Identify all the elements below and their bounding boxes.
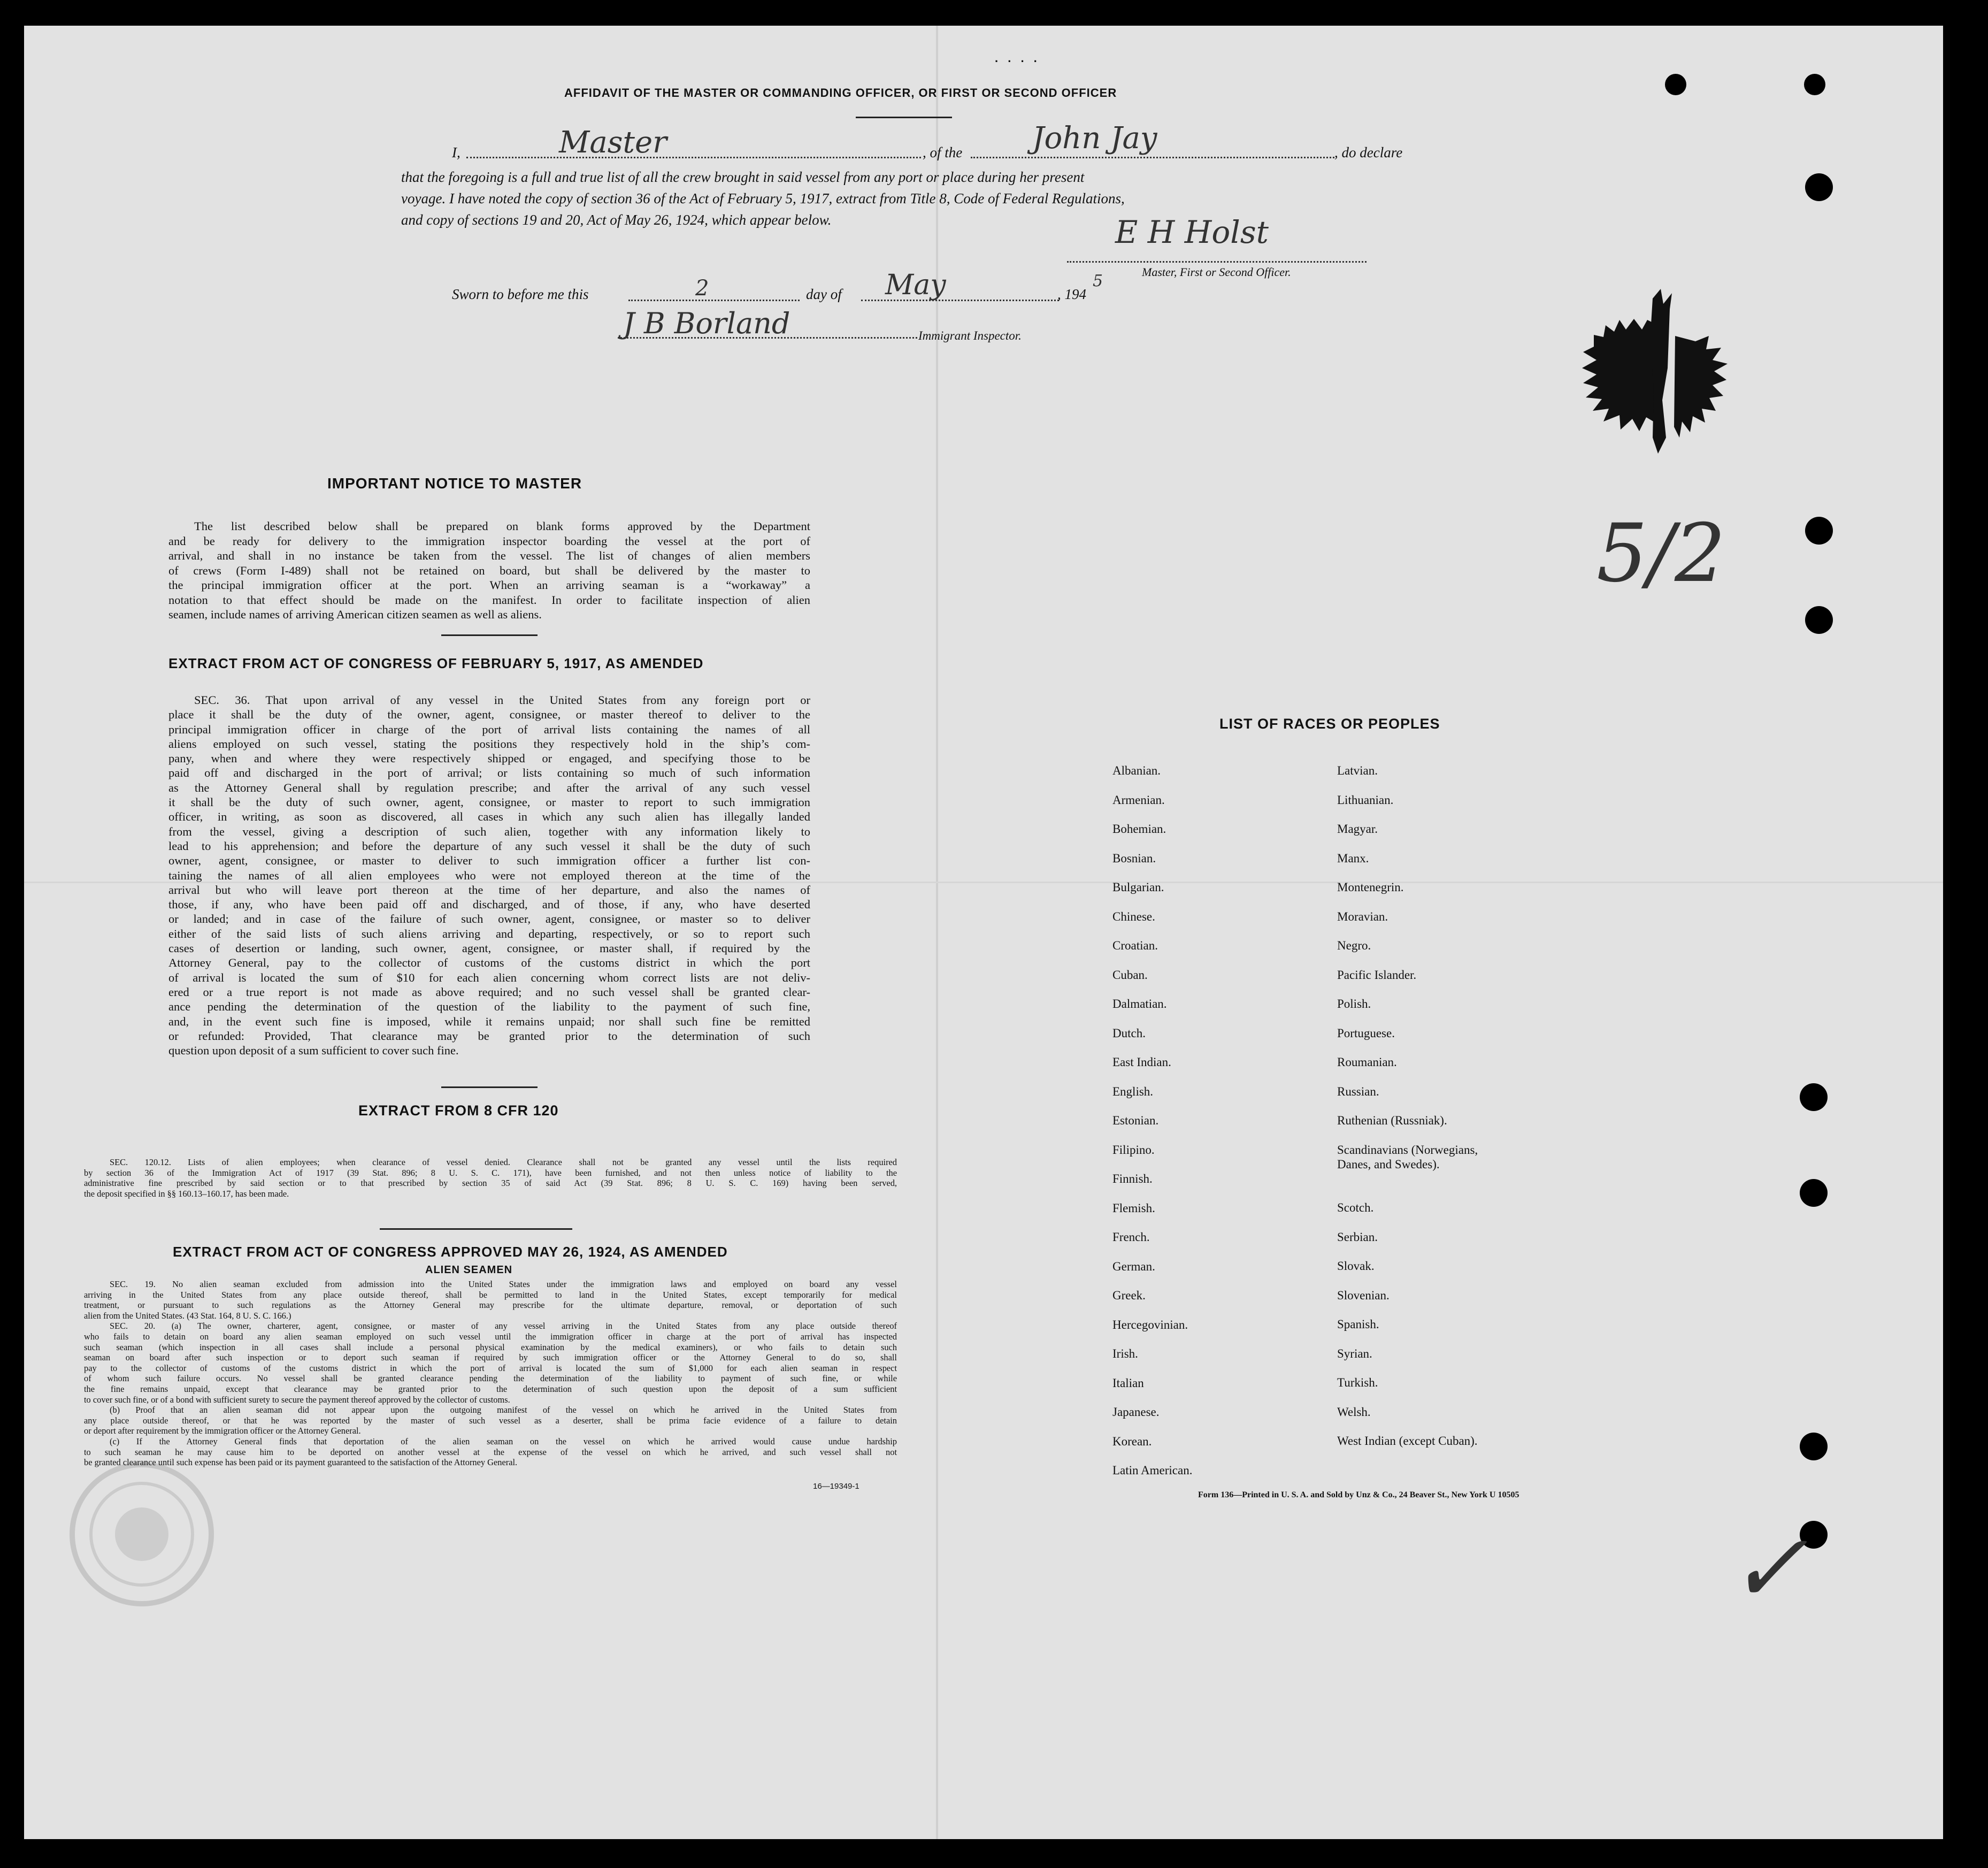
divider	[856, 117, 952, 118]
text-line: lead to his apprehension; and before the departure of any such vessel it shall be the duty of such	[168, 839, 810, 853]
text-line: arriving in the United States from any place outside thereof, shall be permitted to land in the United States, except temporarily for medical	[84, 1289, 897, 1300]
race-item: Hercegovinian.	[1112, 1318, 1188, 1331]
text-line: of arrival is located the sum of $10 for each alien concerning whom correct lists are not deliv-	[168, 970, 810, 984]
sworn-month-handwritten: May	[885, 269, 946, 301]
affidavit-body-line-2: voyage. I have noted the copy of section 36 of the Act of February 5, 1917, extract from Title 8, Code of Federal Regulations,	[401, 190, 1125, 206]
text-line: it shall be the duty of such owner, agent, consignee, or master to report to such immigration	[168, 795, 810, 809]
race-item: Welsh.	[1337, 1405, 1371, 1419]
text-line: or landed; and in case of the failure of such owner, agent, consignee, or master so to deliver	[168, 912, 810, 926]
race-item: Danes, and Swedes).	[1337, 1157, 1440, 1171]
sworn-label: Sworn to before me this	[452, 286, 589, 302]
inspector-signature: J B Borland	[623, 307, 790, 340]
extract-cfr-title: EXTRACT FROM 8 CFR 120	[358, 1103, 559, 1119]
of-the-label: , of the	[923, 144, 963, 160]
text-line: taining the names of all alien employees who were not employed thereon at the time of the	[168, 868, 810, 882]
extract-1917-title: EXTRACT FROM ACT OF CONGRESS OF FEBRUARY 5, 1917, AS AMENDED	[168, 655, 704, 671]
text-line: of whom such failure occurs. No vessel shall be granted clearance pending the determination of the liability to payment of such fine, or while	[84, 1373, 897, 1384]
text-line: and, in the event such fine is imposed, while it remains unpaid; nor shall such fine be remitted	[168, 1014, 810, 1028]
text-line: who fails to detain on board any alien seaman employed on such vessel until the immigration officer in charge at the port of arrival has inspected	[84, 1331, 897, 1342]
document-page	[24, 26, 1943, 1839]
race-item: Scotch.	[1337, 1201, 1374, 1214]
race-item: Moravian.	[1337, 909, 1388, 923]
text-line: be granted clearance until such expense has been paid or its payment guaranteed to the satisfaction of the Attorney General.	[84, 1457, 518, 1468]
race-item: Ruthenian (Russniak).	[1337, 1114, 1447, 1127]
text-line: (b) Proof that an alien seaman did not appear upon the outgoing manifest of the vessel on which he arrived in the United States from	[110, 1405, 897, 1415]
race-item: Portuguese.	[1337, 1026, 1395, 1040]
affidavit-title: AFFIDAVIT OF THE MASTER OR COMMANDING OFFICER, OR FIRST OR SECOND OFFICER	[564, 86, 1117, 99]
important-notice-title: IMPORTANT NOTICE TO MASTER	[327, 475, 582, 492]
divider	[441, 634, 538, 636]
race-item: Pacific Islander.	[1337, 968, 1417, 982]
text-line: either of the said lists of such aliens arriving and departing, respectively, or so to report such	[168, 927, 810, 940]
vessel-name-field	[971, 157, 1334, 158]
top-marks: . . . .	[995, 51, 1040, 65]
printer-form-line: Form 136—Printed in U. S. A. and Sold by Unz & Co., 24 Beaver St., New York U 10505	[1198, 1490, 1519, 1499]
affidavit-body-line-1: that the foregoing is a full and true list of all the crew brought in said vessel from any port or place during her present	[401, 169, 1085, 185]
race-item: Latin American.	[1112, 1464, 1193, 1477]
text-line: seaman on board after such inspection or to deport such seaman if required by such immigration officer or the Attorney General to do so, shall	[84, 1352, 897, 1363]
text-line: as the Attorney General shall by regulation prescribe; and after the arrival of any such vessel	[168, 780, 810, 794]
race-item: Montenegrin.	[1337, 881, 1404, 894]
race-item: Dutch.	[1112, 1026, 1146, 1040]
vessel-handwritten: John Jay	[1032, 121, 1157, 156]
text-line: Attorney General, pay to the collector of customs of the customs district in which the port	[168, 956, 810, 970]
text-line: administrative fine prescribed by said section or to that prescribed by section 35 of said Act (39 Stat. 896; 8 U. S. C. 169) having been served,	[84, 1178, 897, 1188]
punch-hole	[1805, 517, 1833, 545]
text-line: SEC. 36. That upon arrival of any vessel in the United States from any foreign port or	[194, 693, 810, 707]
race-item: Scandinavians (Norwegians,	[1337, 1143, 1478, 1157]
extract-1924-title: EXTRACT FROM ACT OF CONGRESS APPROVED MAY 26, 1924, AS AMENDED	[173, 1244, 728, 1260]
race-item: Slovak.	[1337, 1259, 1375, 1273]
race-item: Italian	[1112, 1376, 1144, 1390]
race-item: German.	[1112, 1259, 1155, 1273]
affidavit-i-label: I,	[452, 144, 460, 160]
text-line: (c) If the Attorney General finds that deportation of the alien seaman on the vessel on which he arrived would cause undue hardship	[110, 1436, 897, 1446]
master-signature: E H Holst	[1115, 214, 1269, 250]
race-item: Japanese.	[1112, 1405, 1160, 1419]
day-of-label: day of	[806, 286, 842, 302]
text-line: place it shall be the duty of the owner, agent, consignee, or master thereof to deliver to the	[168, 708, 810, 722]
text-line: aliens employed on such vessel, stating the positions they respectively hold in the ship’s com-	[168, 737, 810, 751]
divider	[441, 1086, 538, 1088]
race-item: Korean.	[1112, 1434, 1152, 1448]
punch-hole	[1804, 74, 1825, 95]
text-line: or refunded: Provided, That clearance may be granted prior to the determination of such	[168, 1029, 810, 1043]
punch-hole	[1805, 606, 1833, 634]
race-item: English.	[1112, 1084, 1154, 1098]
race-item: Slovenian.	[1337, 1288, 1390, 1302]
text-line: the fine remains unpaid, except that clearance may be granted prior to the determination of such question upon the deposit of a sum sufficient	[84, 1383, 897, 1394]
inspector-caption: Immigrant Inspector.	[918, 329, 1022, 342]
sworn-day-field	[628, 300, 800, 301]
text-line: the principal immigration officer at the port. When an arriving seaman is a “workaway” a	[168, 578, 810, 592]
race-item: Magyar.	[1337, 822, 1378, 836]
race-item: East Indian.	[1112, 1055, 1171, 1069]
text-line: the deposit specified in §§ 160.13–160.17, has been made.	[84, 1188, 289, 1199]
punch-hole	[1665, 74, 1686, 95]
race-item: Filipino.	[1112, 1143, 1155, 1157]
text-line: by section 36 of the Immigration Act of 1917 (39 Stat. 896; 8 U. S. C. 171), have been furnished, and not then unless notice of liability to the	[84, 1167, 897, 1178]
extract-1924-body	[84, 1279, 897, 1468]
text-line: question upon deposit of a sum sufficient to cover such fine.	[168, 1044, 459, 1058]
text-line: from the vessel, giving a description of such alien, together with any information likely to	[168, 824, 810, 838]
text-line: officer, in writing, as soon as discovered, all cases in which any such alien has illegally landed	[168, 810, 810, 824]
race-item: Albanian.	[1112, 764, 1161, 777]
race-item: Serbian.	[1337, 1230, 1378, 1244]
text-line: owner, agent, consignee, or master to deliver to such immigration officer a further list con-	[168, 854, 810, 868]
race-item: Armenian.	[1112, 793, 1165, 807]
race-item: Bohemian.	[1112, 822, 1166, 836]
punch-hole	[1800, 1083, 1828, 1111]
punch-hole	[1800, 1433, 1828, 1460]
embossed-seal-icon	[1572, 261, 1754, 475]
text-line: SEC. 19. No alien seaman excluded from admission into the United States under the immigration laws and employed on board any vessel	[110, 1279, 897, 1289]
text-line: arrival, and shall in no instance be taken from the vessel. The list of changes of alien members	[168, 549, 810, 562]
text-line: or deport after requirement by the immigration officer or the Attorney General.	[84, 1426, 361, 1436]
text-line: SEC. 20. (a) The owner, charterer, agent, consignee, or master of any vessel arriving in the United States from any place outside thereof	[110, 1321, 897, 1331]
text-line: notation to that effect should be made on the manifest. In order to facilitate inspection of alien	[168, 593, 810, 607]
master-name-field	[466, 157, 921, 158]
race-item: West Indian (except Cuban).	[1337, 1434, 1478, 1448]
race-item: Russian.	[1337, 1084, 1379, 1098]
text-line: treatment, or pursuant to such regulations as the Attorney General may prescribe for the ultimate departure, removal, or deportation of such	[84, 1300, 897, 1311]
inspector-signature-line	[618, 337, 917, 339]
text-line: The list described below shall be prepared on blank forms approved by the Department	[194, 519, 810, 533]
race-item: Syrian.	[1337, 1346, 1372, 1360]
master-handwritten: Master	[559, 125, 667, 160]
handwritten-page-number: 5/2	[1596, 507, 1726, 600]
extract-1924-subtitle: ALIEN SEAMEN	[425, 1264, 513, 1276]
punch-hole	[1800, 1179, 1828, 1207]
text-line: ered or a true report is not made as above required; and no such vessel shall be granted clear-	[168, 985, 810, 999]
text-line: to such seaman he may cause him to be deported on another vessel at the expense of the vessel on which he arrived, and such vessel shall not	[84, 1446, 897, 1457]
races-title: LIST OF RACES OR PEOPLES	[1219, 716, 1440, 732]
race-item: Estonian.	[1112, 1114, 1159, 1127]
extract-1917-body	[168, 693, 810, 1058]
race-item: Manx.	[1337, 851, 1369, 865]
text-line: of crews (Form I-489) shall not be retained on board, but shall be delivered by the master to	[168, 563, 810, 577]
text-line: pany, when and where they were respectively shipped or engaged, and specifying those to be	[168, 752, 810, 765]
race-item: Roumanian.	[1337, 1055, 1397, 1069]
race-item: Lithuanian.	[1337, 793, 1394, 807]
race-item: Greek.	[1112, 1289, 1146, 1302]
race-item: Croatian.	[1112, 939, 1158, 952]
race-item: Cuban.	[1112, 968, 1148, 982]
year-prefix: , 194	[1057, 286, 1086, 302]
do-declare-label: , do declare	[1334, 144, 1403, 160]
divider	[380, 1228, 572, 1230]
text-line: arrival but who will leave port thereon at the time of her departure, and also the names of	[168, 883, 810, 897]
affidavit-body-line-3: and copy of sections 19 and 20, Act of May 26, 1924, which appear below.	[401, 212, 832, 228]
form-code: 16—19349-1	[813, 1482, 859, 1491]
race-item: Turkish.	[1337, 1376, 1378, 1389]
race-item: Bulgarian.	[1112, 881, 1164, 894]
important-notice-body	[168, 519, 810, 622]
master-caption: Master, First or Second Officer.	[1142, 265, 1291, 279]
text-line: and be ready for delivery to the immigration inspector boarding the vessel at the port of	[168, 534, 810, 548]
punch-hole	[1805, 173, 1833, 201]
sworn-day-handwritten: 2	[695, 276, 709, 301]
race-item: Bosnian.	[1112, 851, 1156, 865]
master-signature-line	[1067, 261, 1367, 263]
text-line: pay to the collector of customs of the customs district in which the port of arrival is located the sum of $1,000 for each alien seaman in respect	[84, 1362, 897, 1373]
text-line: seamen, include names of arriving American citizen seamen as well as aliens.	[168, 608, 542, 621]
text-line: principal immigration officer in charge of the port of arrival lists containing the names of all	[168, 722, 810, 736]
race-item: Polish.	[1337, 997, 1371, 1010]
race-item: Latvian.	[1337, 764, 1378, 777]
text-line: alien from the United States. (43 Stat. 164, 8 U. S. C. 166.)	[84, 1310, 291, 1321]
race-item: Flemish.	[1112, 1201, 1155, 1215]
text-line: those, if any, who have been paid off and discharged, and of those, if any, who have deserted	[168, 898, 810, 912]
race-item: Irish.	[1112, 1347, 1138, 1360]
race-item: Spanish.	[1337, 1318, 1379, 1331]
embossed-seal-faint-icon	[62, 1449, 222, 1620]
race-item: Dalmatian.	[1112, 997, 1167, 1010]
text-line: to cover such fine, or of a bond with sufficient surety to secure the payment thereof approved by the collector of customs.	[84, 1394, 510, 1405]
race-item: Negro.	[1337, 939, 1371, 952]
text-line: paid off and discharged in the port of arrival; or lists containing so much of such information	[168, 766, 810, 780]
text-line: such seaman (which inspection in all cases shall include a personal physical examination by the medical examiners), or who fails to detain such	[84, 1342, 897, 1352]
text-line: SEC. 120.12. Lists of alien employees; when clearance of vessel denied. Clearance shall not be granted any vessel until the lists required	[110, 1157, 897, 1167]
year-handwritten: 5	[1093, 272, 1103, 290]
text-line: any place outside thereof, or that he was reported by the master of such vessel as a deserter, shall be prima facie evidence of a failure to detain	[84, 1415, 897, 1426]
race-item: French.	[1112, 1230, 1150, 1244]
text-line: cases of desertion or landing, such owner, agent, consignee, or master shall, if required by the	[168, 941, 810, 955]
race-item: Chinese.	[1112, 909, 1155, 923]
handwritten-check-mark: ✓	[1728, 1513, 1808, 1625]
race-item: Finnish.	[1112, 1172, 1153, 1185]
text-line: ance pending the determination of the question of the liability to the payment of such fine,	[168, 1000, 810, 1014]
extract-cfr-body	[84, 1157, 897, 1199]
